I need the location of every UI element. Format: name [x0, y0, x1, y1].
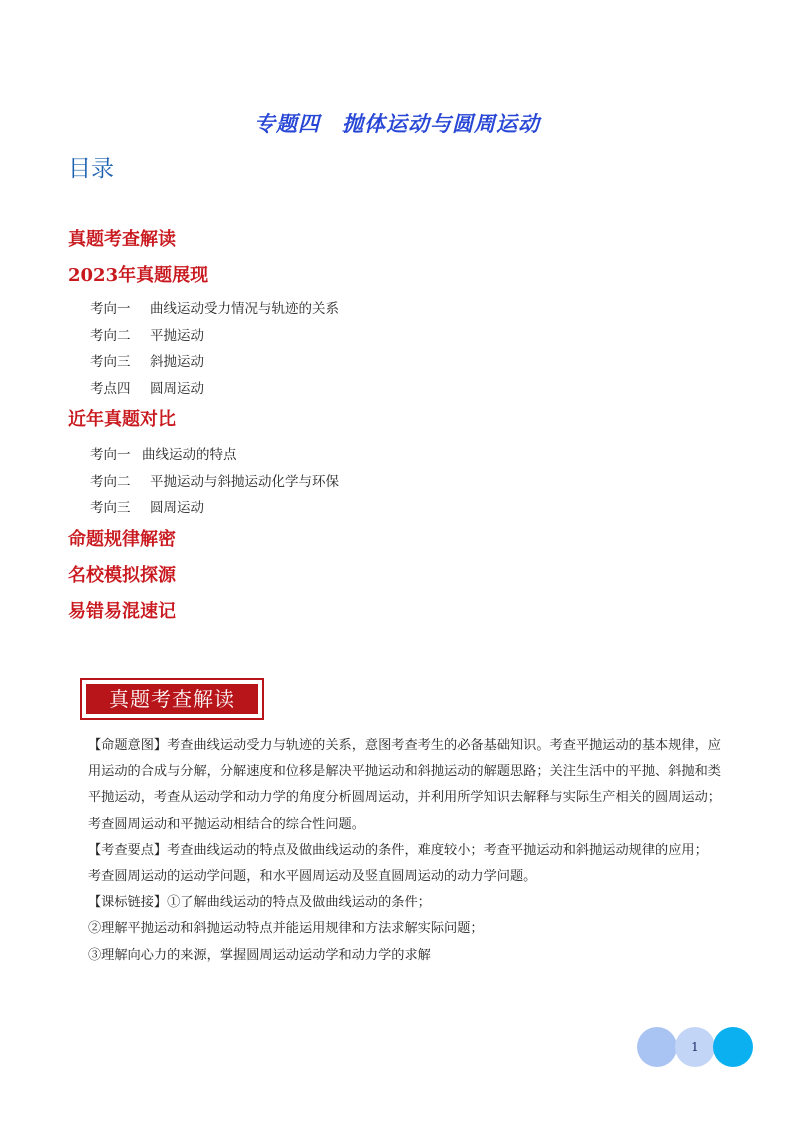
paragraph-intent: 【命题意图】考查曲线运动受力与轨迹的关系，意图考查考生的必备基础知识。考查平抛运动的基本规律，应用运动的合成与分解，分解速度和位移是解决平抛运动和斜抛运动的解题思路；关注生活中的平抛、斜抛和类平抛运动，考查从运动学和动力学的角度分析圆周运动，并利用所学知识去解释与实际生产相关的圆周运动；考查圆周运动和平抛运动相结合的综合性问题。	[88, 738, 721, 832]
toc-item[interactable]	[68, 495, 768, 522]
body-text	[88, 733, 724, 969]
toc-item-text: 斜抛运动	[150, 354, 204, 370]
toc-item-index: 考点四	[90, 380, 131, 397]
toc-heading: 目录	[68, 156, 114, 182]
toc-section-4[interactable]: 命题规律解密	[68, 528, 176, 550]
toc-item[interactable]	[68, 349, 768, 376]
toc-item-text: 曲线运动受力情况与轨迹的关系	[150, 301, 339, 317]
toc-item-text: 圆周运动	[150, 500, 204, 516]
toc-section-3[interactable]: 近年真题对比	[68, 409, 176, 430]
section-banner	[80, 678, 264, 720]
page-dot-left	[637, 1027, 677, 1067]
toc-section-1[interactable]: 真题考查解读	[68, 229, 176, 250]
table-of-contents	[68, 226, 768, 634]
toc-section-5[interactable]: 名校模拟探源	[68, 564, 176, 586]
page-indicator	[637, 1027, 753, 1067]
paragraph-curriculum-1: 【课标链接】①了解曲线运动的特点及做曲线运动的条件；	[88, 895, 431, 911]
paragraph-key-points-cont: 考查圆周运动的运动学问题，和水平圆周运动及竖直圆周运动的动力学问题。	[88, 869, 537, 885]
toc-item-index: 考向二	[90, 327, 131, 344]
toc-item-index: 考向一	[90, 301, 131, 317]
section-banner-label: 真题考查解读	[86, 684, 258, 714]
toc-item-text: 平抛运动	[150, 327, 204, 344]
paragraph-key-points: 【考查要点】考查曲线运动的特点及做曲线运动的条件，难度较小；考查平抛运动和斜抛运动规律的应用；	[88, 842, 708, 858]
toc-item-text: 曲线运动的特点	[142, 447, 237, 463]
page-number: 1	[691, 1040, 699, 1054]
toc-item[interactable]	[68, 376, 768, 403]
toc-item[interactable]	[68, 442, 768, 469]
toc-item[interactable]	[68, 323, 768, 350]
toc-item-text: 平抛运动与斜抛运动化学与环保	[150, 473, 339, 490]
toc-item-index: 考向二	[90, 473, 131, 490]
paragraph-curriculum-3: ③理解向心力的来源，掌握圆周运动运动学和动力学的求解	[88, 947, 431, 963]
page-dot-right	[713, 1027, 753, 1067]
toc-item-text: 圆周运动	[150, 380, 204, 397]
toc-section-2[interactable]: 2023年真题展现	[68, 265, 209, 286]
toc-section-6[interactable]: 易错易混速记	[68, 600, 176, 622]
toc-item-index: 考向一	[90, 447, 131, 463]
toc-item-index: 考向三	[90, 354, 131, 370]
toc-item[interactable]	[68, 469, 768, 496]
toc-item-index: 考向三	[90, 500, 131, 516]
document-title: 专题四 抛体运动与圆周运动	[254, 112, 540, 136]
toc-item[interactable]	[68, 296, 768, 323]
paragraph-curriculum-2: ②理解平抛运动和斜抛运动特点并能运用规律和方法求解实际问题；	[88, 921, 484, 937]
